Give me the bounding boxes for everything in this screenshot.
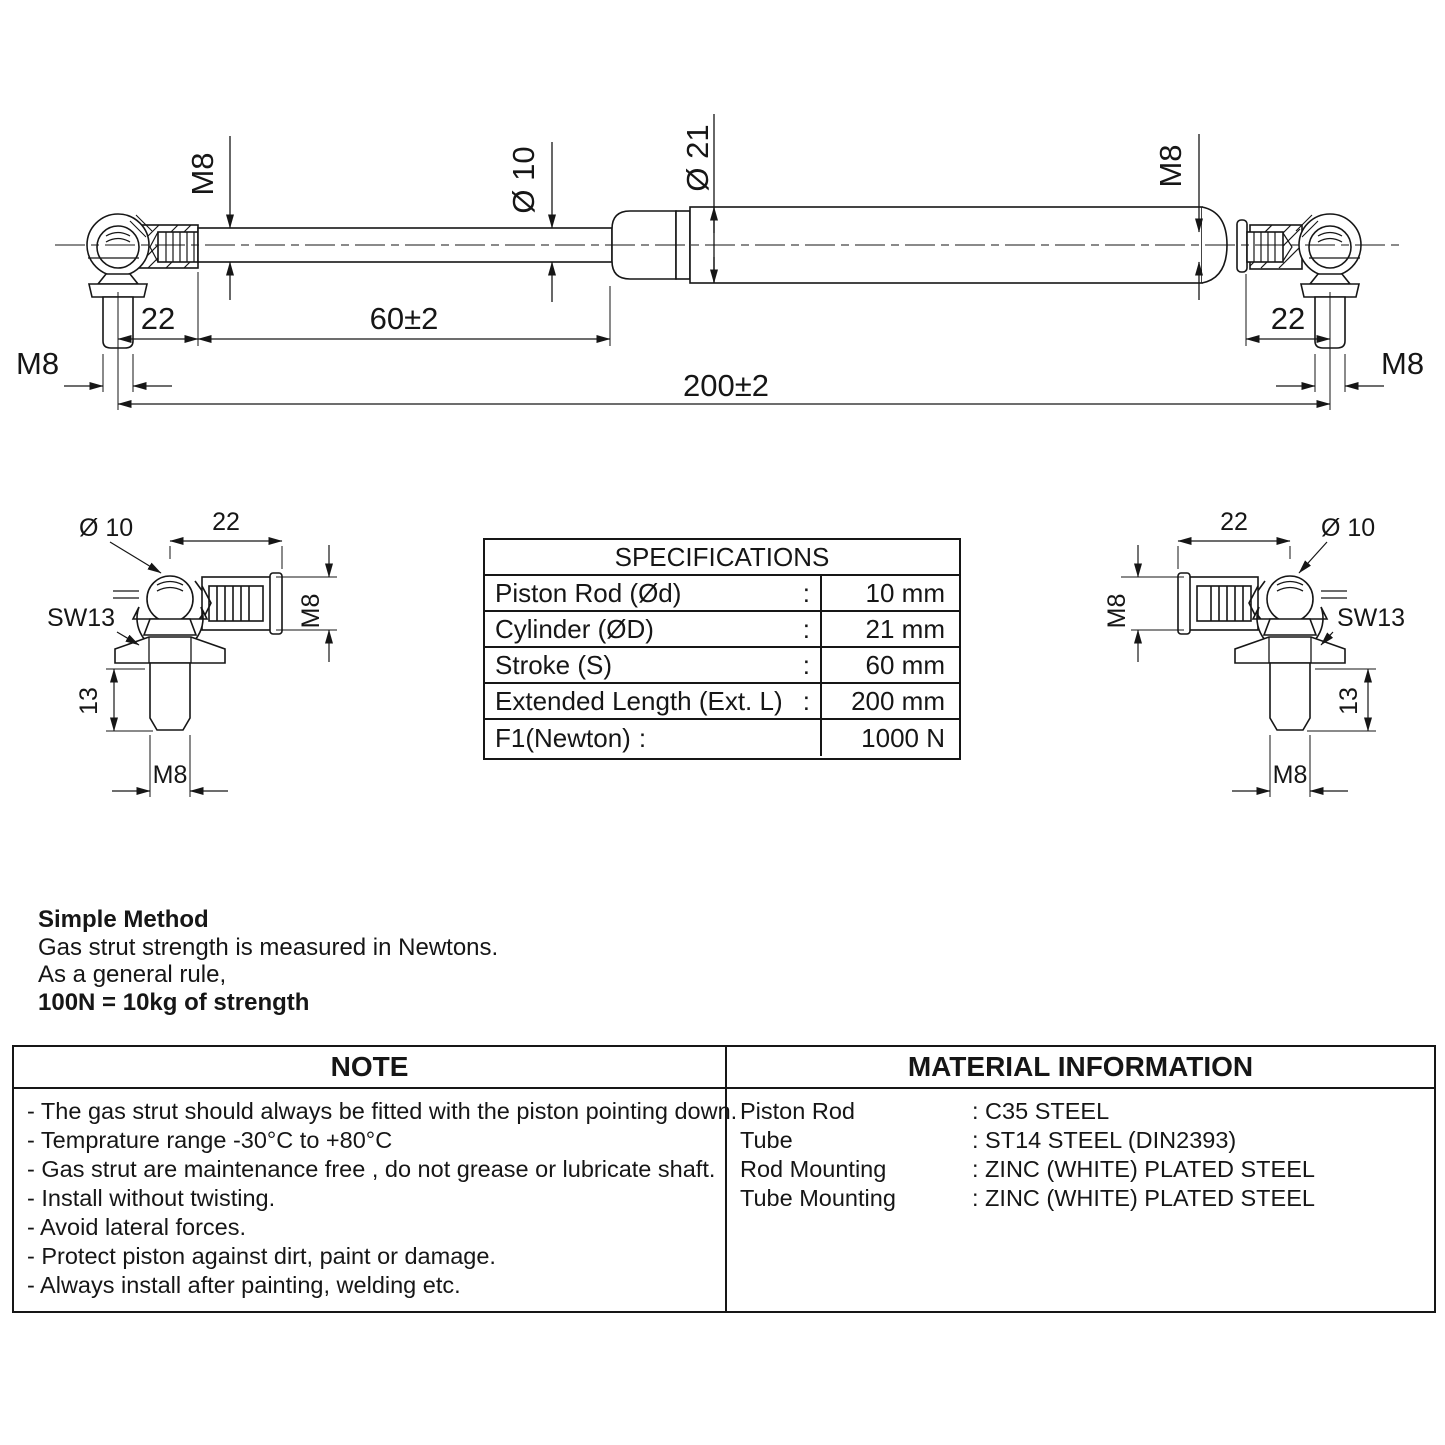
left-end-fitting-detail (15, 495, 385, 825)
material-list (727, 1089, 1434, 1311)
label-detail-m8-bottom: M8 (1272, 761, 1308, 789)
label-detail-13: 13 (1335, 687, 1363, 715)
simple-method-line: Gas strut strength is measured in Newtons. (38, 933, 499, 961)
note-item: - Temprature range -30°C to +80°C (27, 1127, 393, 1153)
spec-row-cylinder (485, 612, 959, 648)
note-item: - Always install after painting, welding etc. (27, 1272, 461, 1298)
label-detail-m8-side: M8 (297, 593, 325, 629)
label-detail-22: 22 (212, 508, 240, 536)
label-detail-ball-dia: Ø 10 (1321, 514, 1376, 542)
material-label: Tube (740, 1127, 793, 1153)
right-end-fitting-detail (1075, 495, 1445, 825)
spec-value: 60 mm (865, 649, 945, 680)
material-label: Piston Rod (740, 1098, 855, 1124)
spec-value: 21 mm (865, 613, 945, 644)
simple-method-line: As a general rule, (38, 961, 227, 988)
spec-colon: : (638, 722, 647, 753)
label-m8-left-top: M8 (185, 152, 220, 196)
material-value: : C35 STEEL (972, 1098, 1110, 1124)
material-label: Tube Mounting (740, 1185, 896, 1211)
label-m8-right-bottom: M8 (1381, 346, 1425, 381)
label-m8-right-top: M8 (1153, 144, 1188, 188)
material-column (725, 1047, 1434, 1311)
strut-right-fitting (1237, 220, 1302, 272)
note-item: - Avoid lateral forces. (27, 1214, 247, 1240)
label-detail-m8-side: M8 (1103, 593, 1131, 629)
label-total-length: 200±2 (683, 368, 769, 403)
label-dim-22-left: 22 (140, 301, 176, 336)
material-value: : ZINC (WHITE) PLATED STEEL (972, 1156, 1315, 1182)
spec-row-stroke (485, 648, 959, 684)
simple-method-rule: 100N = 10kg of strength (38, 988, 310, 1016)
note-item: - Protect piston against dirt, paint or damage. (27, 1243, 496, 1269)
label-detail-m8-bottom: M8 (152, 761, 188, 789)
note-item: - The gas strut should always be fitted with the piston pointing down. (27, 1098, 738, 1124)
simple-method-title: Simple Method (38, 906, 209, 933)
specifications-table (483, 538, 961, 760)
material-value: : ZINC (WHITE) PLATED STEEL (972, 1185, 1315, 1211)
spec-colon: : (802, 613, 810, 644)
material-row (740, 1155, 1430, 1184)
strut-right-ball-joint (1296, 214, 1361, 348)
label-m8-left-bottom: M8 (16, 346, 60, 381)
material-value: : ST14 STEEL (DIN2393) (972, 1127, 1237, 1153)
spec-label: F1(Newton) (495, 722, 631, 753)
spec-table-title: SPECIFICATIONS (485, 540, 959, 576)
spec-value: 10 mm (865, 577, 945, 608)
spec-row-f1-newton (485, 720, 959, 756)
label-cylinder-diameter: Ø 21 (680, 124, 715, 192)
material-row (740, 1097, 1430, 1126)
material-header: MATERIAL INFORMATION (727, 1047, 1434, 1089)
note-item: - Gas strut are maintenance free , do not grease or lubricate shaft. (27, 1156, 716, 1182)
spec-value: 1000 N (861, 722, 945, 753)
spec-label: Stroke (S) (495, 649, 613, 680)
note-header: NOTE (14, 1047, 725, 1089)
note-list (14, 1089, 738, 1311)
note-column (14, 1047, 738, 1311)
spec-row-piston-rod (485, 576, 959, 612)
label-detail-sw13: SW13 (47, 604, 116, 632)
label-dim-22-right: 22 (1270, 301, 1306, 336)
spec-label: Extended Length (Ext. L) (495, 685, 783, 716)
note-material-table (12, 1045, 1436, 1313)
spec-colon: : (802, 685, 810, 716)
material-row (740, 1184, 1430, 1213)
label-detail-sw13: SW13 (1337, 604, 1406, 632)
spec-row-extended-length (485, 684, 959, 720)
main-strut-drawing (0, 0, 1445, 440)
spec-colon: : (802, 649, 810, 680)
spec-label: Piston Rod (Ød) (495, 577, 682, 608)
material-label: Rod Mounting (740, 1156, 887, 1182)
spec-value: 200 mm (851, 685, 945, 716)
material-row (740, 1126, 1430, 1155)
spec-colon: : (802, 577, 810, 608)
label-detail-22: 22 (1220, 508, 1248, 536)
label-rod-diameter: Ø 10 (506, 146, 541, 214)
note-item: - Install without twisting. (27, 1185, 276, 1211)
simple-method-block (38, 906, 498, 1016)
label-detail-13: 13 (75, 687, 103, 715)
label-dim-stroke: 60±2 (369, 301, 439, 336)
label-detail-ball-dia: Ø 10 (79, 514, 134, 542)
spec-label: Cylinder (ØD) (495, 613, 654, 644)
